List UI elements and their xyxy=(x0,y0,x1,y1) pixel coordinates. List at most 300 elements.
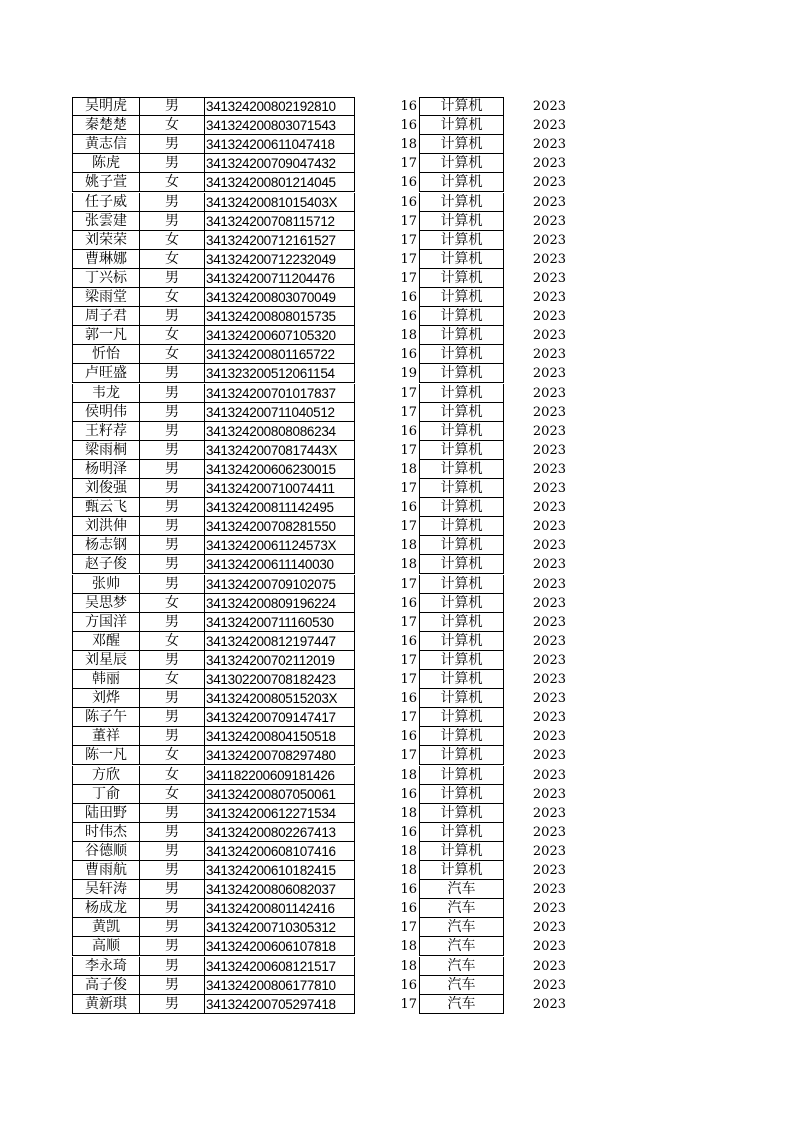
student-age-cell: 17 xyxy=(400,519,417,535)
student-id-cell: 341324200802267413 xyxy=(204,823,355,842)
student-year-cell: 2023 xyxy=(532,99,566,114)
student-id-cell: 341324200607105320 xyxy=(204,326,355,345)
student-sex-cell: 男 xyxy=(139,460,204,479)
student-age-cell: 17 xyxy=(400,156,417,172)
student-sex-cell: 男 xyxy=(139,536,204,555)
student-age-cell: 17 xyxy=(400,576,417,592)
student-year-cell: 2023 xyxy=(532,901,566,917)
table-row xyxy=(0,899,793,918)
table-row xyxy=(0,403,793,422)
student-sex-cell: 男 xyxy=(139,403,204,422)
student-major-cell: 计算机 xyxy=(419,651,504,670)
table-row xyxy=(0,135,793,154)
student-age-cell: 17 xyxy=(400,213,417,229)
student-id-cell: 341324200712161527 xyxy=(204,231,355,250)
student-major-cell: 计算机 xyxy=(419,689,504,708)
student-major-cell: 计算机 xyxy=(419,517,504,536)
student-id-cell: 34132420070817443X xyxy=(204,441,355,460)
table-row xyxy=(0,708,793,727)
student-year-cell: 2023 xyxy=(532,442,566,458)
student-age-cell: 17 xyxy=(400,996,417,1012)
student-year-cell: 2023 xyxy=(532,882,566,898)
table-row xyxy=(0,479,793,498)
table-row xyxy=(0,957,793,976)
student-sex-cell: 男 xyxy=(139,861,204,880)
student-sex-cell: 女 xyxy=(139,766,204,785)
student-sex-cell: 男 xyxy=(139,364,204,383)
student-sex-cell: 男 xyxy=(139,212,204,231)
student-major-cell: 计算机 xyxy=(419,307,504,326)
student-id-cell: 341324200806177810 xyxy=(204,976,355,995)
student-name-cell: 张雲建 xyxy=(72,212,139,231)
student-id-cell: 341324200801214045 xyxy=(204,173,355,192)
student-id-cell: 341324200702112019 xyxy=(204,651,355,670)
table-row xyxy=(0,804,793,823)
student-age-cell: 16 xyxy=(400,194,417,210)
student-name-cell: 董祥 xyxy=(72,727,139,746)
student-id-cell: 341324200708281550 xyxy=(204,517,355,536)
student-id-cell: 341324200711160530 xyxy=(204,613,355,632)
student-name-cell: 吴轩涛 xyxy=(72,880,139,899)
table-row xyxy=(0,976,793,995)
student-id-cell: 341324200801142416 xyxy=(204,899,355,918)
student-id-cell: 341324200808015735 xyxy=(204,307,355,326)
student-major-cell: 计算机 xyxy=(419,785,504,804)
student-major-cell: 汽车 xyxy=(419,918,504,937)
table-row xyxy=(0,97,793,116)
student-year-cell: 2023 xyxy=(532,137,566,153)
student-year-cell: 2023 xyxy=(532,328,566,344)
student-age-cell: 18 xyxy=(400,843,417,859)
student-age-cell: 18 xyxy=(400,958,417,974)
student-major-cell: 计算机 xyxy=(419,842,504,861)
student-name-cell: 王籽荐 xyxy=(72,422,139,441)
student-age-cell: 16 xyxy=(400,99,417,114)
student-name-cell: 时伟杰 xyxy=(72,823,139,842)
student-name-cell: 赵子俊 xyxy=(72,555,139,574)
student-id-cell: 341324200710074411 xyxy=(204,479,355,498)
student-year-cell: 2023 xyxy=(532,939,566,955)
student-id-cell: 341324200809196224 xyxy=(204,594,355,613)
student-id-cell: 341324200611047418 xyxy=(204,135,355,154)
student-sex-cell: 男 xyxy=(139,842,204,861)
table-row xyxy=(0,880,793,899)
student-sex-cell: 男 xyxy=(139,689,204,708)
student-name-cell: 陈一凡 xyxy=(72,746,139,765)
student-major-cell: 计算机 xyxy=(419,861,504,880)
table-row xyxy=(0,555,793,574)
student-major-cell: 计算机 xyxy=(419,97,504,116)
student-sex-cell: 女 xyxy=(139,746,204,765)
student-year-cell: 2023 xyxy=(532,213,566,229)
student-major-cell: 计算机 xyxy=(419,403,504,422)
student-age-cell: 17 xyxy=(400,404,417,420)
table-row xyxy=(0,269,793,288)
student-year-cell: 2023 xyxy=(532,538,566,554)
student-sex-cell: 男 xyxy=(139,651,204,670)
student-name-cell: 梁雨桐 xyxy=(72,441,139,460)
student-sex-cell: 男 xyxy=(139,555,204,574)
student-major-cell: 计算机 xyxy=(419,727,504,746)
student-sex-cell: 男 xyxy=(139,995,204,1014)
student-sex-cell: 女 xyxy=(139,594,204,613)
student-name-cell: 曹琳娜 xyxy=(72,250,139,269)
table-row xyxy=(0,231,793,250)
student-age-cell: 16 xyxy=(400,633,417,649)
student-age-cell: 18 xyxy=(400,538,417,554)
student-sex-cell: 男 xyxy=(139,193,204,212)
student-sex-cell: 女 xyxy=(139,173,204,192)
student-age-cell: 18 xyxy=(400,328,417,344)
student-major-cell: 汽车 xyxy=(419,899,504,918)
student-major-cell: 汽车 xyxy=(419,995,504,1014)
student-name-cell: 杨志钢 xyxy=(72,536,139,555)
student-age-cell: 17 xyxy=(400,672,417,687)
student-age-cell: 16 xyxy=(400,290,417,305)
student-age-cell: 17 xyxy=(400,270,417,286)
student-major-cell: 计算机 xyxy=(419,804,504,823)
table-row xyxy=(0,384,793,403)
student-name-cell: 周子君 xyxy=(72,307,139,326)
student-id-cell: 341324200804150518 xyxy=(204,727,355,746)
table-row xyxy=(0,842,793,861)
student-name-cell: 方欣 xyxy=(72,766,139,785)
student-name-cell: 李永琦 xyxy=(72,957,139,976)
student-major-cell: 计算机 xyxy=(419,555,504,574)
student-id-cell: 341324200808086234 xyxy=(204,422,355,441)
student-sex-cell: 男 xyxy=(139,441,204,460)
student-year-cell: 2023 xyxy=(532,194,566,210)
student-year-cell: 2023 xyxy=(532,557,566,573)
student-year-cell: 2023 xyxy=(532,652,566,668)
student-name-cell: 刘荣荣 xyxy=(72,231,139,250)
student-year-cell: 2023 xyxy=(532,423,566,439)
student-age-cell: 17 xyxy=(400,385,417,401)
student-sex-cell: 男 xyxy=(139,804,204,823)
student-name-cell: 丁兴标 xyxy=(72,269,139,288)
student-age-cell: 16 xyxy=(400,824,417,840)
student-sex-cell: 男 xyxy=(139,976,204,995)
student-age-cell: 16 xyxy=(400,423,417,439)
table-row xyxy=(0,651,793,670)
student-year-cell: 2023 xyxy=(532,710,566,726)
student-id-cell: 341324200705297418 xyxy=(204,995,355,1014)
student-id-cell: 341324200807050061 xyxy=(204,785,355,804)
student-age-cell: 17 xyxy=(400,442,417,458)
student-year-cell: 2023 xyxy=(532,958,566,974)
student-sex-cell: 女 xyxy=(139,116,204,135)
student-major-cell: 汽车 xyxy=(419,880,504,899)
student-name-cell: 方国洋 xyxy=(72,613,139,632)
student-sex-cell: 男 xyxy=(139,727,204,746)
student-name-cell: 侯明伟 xyxy=(72,403,139,422)
student-year-cell: 2023 xyxy=(532,366,566,382)
student-sex-cell: 女 xyxy=(139,670,204,689)
student-name-cell: 姚子萱 xyxy=(72,173,139,192)
student-id-cell: 341324200803071543 xyxy=(204,116,355,135)
student-name-cell: 丁俞 xyxy=(72,785,139,804)
student-id-cell: 341324200712232049 xyxy=(204,250,355,269)
table-row xyxy=(0,937,793,956)
student-name-cell: 陈子午 xyxy=(72,708,139,727)
student-sex-cell: 男 xyxy=(139,823,204,842)
student-id-cell: 341324200811142495 xyxy=(204,498,355,517)
student-age-cell: 19 xyxy=(400,366,417,382)
table-row xyxy=(0,422,793,441)
student-id-cell: 341324200806082037 xyxy=(204,880,355,899)
table-row xyxy=(0,364,793,383)
student-name-cell: 邓醒 xyxy=(72,632,139,651)
student-name-cell: 郭一凡 xyxy=(72,326,139,345)
student-name-cell: 杨成龙 xyxy=(72,899,139,918)
student-year-cell: 2023 xyxy=(532,481,566,496)
table-row xyxy=(0,995,793,1014)
student-name-cell: 杨明泽 xyxy=(72,460,139,479)
student-year-cell: 2023 xyxy=(532,270,566,286)
student-major-cell: 计算机 xyxy=(419,670,504,689)
student-id-cell: 341324200611140030 xyxy=(204,555,355,574)
student-age-cell: 17 xyxy=(400,710,417,726)
student-age-cell: 18 xyxy=(400,863,417,878)
student-year-cell: 2023 xyxy=(532,290,566,305)
student-major-cell: 计算机 xyxy=(419,231,504,250)
student-id-cell: 341324200612271534 xyxy=(204,804,355,823)
student-sex-cell: 女 xyxy=(139,785,204,804)
student-sex-cell: 男 xyxy=(139,97,204,116)
student-major-cell: 计算机 xyxy=(419,460,504,479)
table-row xyxy=(0,326,793,345)
table-row xyxy=(0,823,793,842)
student-year-cell: 2023 xyxy=(532,461,566,477)
student-major-cell: 计算机 xyxy=(419,498,504,517)
student-name-cell: 张帅 xyxy=(72,575,139,594)
student-sex-cell: 男 xyxy=(139,957,204,976)
student-year-cell: 2023 xyxy=(532,500,566,516)
student-major-cell: 计算机 xyxy=(419,250,504,269)
student-major-cell: 计算机 xyxy=(419,326,504,345)
student-age-cell: 16 xyxy=(400,691,417,707)
student-age-cell: 17 xyxy=(400,251,417,267)
student-year-cell: 2023 xyxy=(532,576,566,592)
student-name-cell: 曹雨航 xyxy=(72,861,139,880)
student-sex-cell: 男 xyxy=(139,918,204,937)
table-row xyxy=(0,173,793,192)
student-id-cell: 34132420061124573X xyxy=(204,536,355,555)
table-row xyxy=(0,345,793,364)
student-sex-cell: 男 xyxy=(139,307,204,326)
student-id-cell: 341324200708115712 xyxy=(204,212,355,231)
student-major-cell: 计算机 xyxy=(419,288,504,307)
student-id-cell: 341324200708297480 xyxy=(204,746,355,765)
student-id-cell: 341324200709147417 xyxy=(204,708,355,727)
table-row xyxy=(0,594,793,613)
student-sex-cell: 男 xyxy=(139,880,204,899)
student-age-cell: 17 xyxy=(400,232,417,248)
student-major-cell: 计算机 xyxy=(419,345,504,364)
student-age-cell: 17 xyxy=(400,481,417,496)
student-sex-cell: 男 xyxy=(139,154,204,173)
student-id-cell: 341324200803070049 xyxy=(204,288,355,307)
student-age-cell: 16 xyxy=(400,786,417,802)
student-major-cell: 计算机 xyxy=(419,594,504,613)
student-sex-cell: 男 xyxy=(139,937,204,956)
table-row xyxy=(0,536,793,555)
table-row xyxy=(0,498,793,517)
student-name-cell: 刘烨 xyxy=(72,689,139,708)
student-major-cell: 计算机 xyxy=(419,575,504,594)
student-name-cell: 刘星辰 xyxy=(72,651,139,670)
table-row xyxy=(0,212,793,231)
student-name-cell: 黄志信 xyxy=(72,135,139,154)
student-name-cell: 卢旺盛 xyxy=(72,364,139,383)
student-major-cell: 计算机 xyxy=(419,135,504,154)
student-year-cell: 2023 xyxy=(532,232,566,248)
student-major-cell: 计算机 xyxy=(419,766,504,785)
student-name-cell: 刘俊强 xyxy=(72,479,139,498)
student-major-cell: 计算机 xyxy=(419,613,504,632)
student-major-cell: 汽车 xyxy=(419,957,504,976)
student-id-cell: 341324200608107416 xyxy=(204,842,355,861)
table-row xyxy=(0,288,793,307)
student-sex-cell: 男 xyxy=(139,899,204,918)
student-major-cell: 计算机 xyxy=(419,823,504,842)
student-sex-cell: 男 xyxy=(139,479,204,498)
student-name-cell: 高顺 xyxy=(72,937,139,956)
student-age-cell: 16 xyxy=(400,118,417,134)
student-major-cell: 计算机 xyxy=(419,536,504,555)
student-age-cell: 16 xyxy=(400,977,417,993)
student-id-cell: 341302200708182423 xyxy=(204,670,355,689)
student-name-cell: 谷德顺 xyxy=(72,842,139,861)
student-id-cell: 341324200701017837 xyxy=(204,384,355,403)
student-sex-cell: 男 xyxy=(139,498,204,517)
student-sex-cell: 女 xyxy=(139,250,204,269)
student-year-cell: 2023 xyxy=(532,672,566,687)
student-sex-cell: 女 xyxy=(139,345,204,364)
student-id-cell: 341324200606107818 xyxy=(204,937,355,956)
student-name-cell: 黄凯 xyxy=(72,918,139,937)
student-id-cell: 341324200802192810 xyxy=(204,97,355,116)
student-major-cell: 计算机 xyxy=(419,116,504,135)
student-id-cell: 341324200710305312 xyxy=(204,918,355,937)
student-age-cell: 16 xyxy=(400,901,417,917)
student-id-cell: 341324200711040512 xyxy=(204,403,355,422)
student-year-cell: 2023 xyxy=(532,786,566,802)
student-age-cell: 16 xyxy=(400,595,417,611)
student-age-cell: 17 xyxy=(400,614,417,630)
student-name-cell: 韦龙 xyxy=(72,384,139,403)
student-sex-cell: 男 xyxy=(139,708,204,727)
student-id-cell: 341323200512061154 xyxy=(204,364,355,383)
student-year-cell: 2023 xyxy=(532,824,566,840)
student-sex-cell: 女 xyxy=(139,632,204,651)
student-year-cell: 2023 xyxy=(532,118,566,134)
student-name-cell: 陆田野 xyxy=(72,804,139,823)
table-row xyxy=(0,307,793,326)
student-major-cell: 计算机 xyxy=(419,632,504,651)
table-row xyxy=(0,250,793,269)
student-id-cell: 341324200709047432 xyxy=(204,154,355,173)
student-name-cell: 韩丽 xyxy=(72,670,139,689)
student-year-cell: 2023 xyxy=(532,843,566,859)
student-year-cell: 2023 xyxy=(532,863,566,878)
student-year-cell: 2023 xyxy=(532,614,566,630)
student-sex-cell: 男 xyxy=(139,575,204,594)
student-name-cell: 甄云飞 xyxy=(72,498,139,517)
student-id-cell: 341324200711204476 xyxy=(204,269,355,288)
table-row xyxy=(0,517,793,536)
student-major-cell: 计算机 xyxy=(419,384,504,403)
student-age-cell: 16 xyxy=(400,729,417,745)
student-age-cell: 16 xyxy=(400,309,417,325)
student-year-cell: 2023 xyxy=(532,347,566,363)
student-year-cell: 2023 xyxy=(532,805,566,821)
table-row xyxy=(0,613,793,632)
student-name-cell: 黄新琪 xyxy=(72,995,139,1014)
student-year-cell: 2023 xyxy=(532,996,566,1012)
student-year-cell: 2023 xyxy=(532,404,566,420)
table-row xyxy=(0,193,793,212)
student-major-cell: 计算机 xyxy=(419,193,504,212)
student-name-cell: 吴思梦 xyxy=(72,594,139,613)
table-row xyxy=(0,460,793,479)
student-id-cell: 34132420081015403X xyxy=(204,193,355,212)
student-major-cell: 汽车 xyxy=(419,937,504,956)
student-name-cell: 刘洪伸 xyxy=(72,517,139,536)
student-major-cell: 计算机 xyxy=(419,154,504,173)
student-sex-cell: 男 xyxy=(139,613,204,632)
table-row xyxy=(0,670,793,689)
student-age-cell: 18 xyxy=(400,805,417,821)
student-major-cell: 计算机 xyxy=(419,441,504,460)
student-age-cell: 17 xyxy=(400,748,417,764)
student-sex-cell: 女 xyxy=(139,326,204,345)
student-year-cell: 2023 xyxy=(532,977,566,993)
table-row xyxy=(0,632,793,651)
table-row xyxy=(0,727,793,746)
student-sex-cell: 男 xyxy=(139,517,204,536)
table-row xyxy=(0,766,793,785)
student-major-cell: 计算机 xyxy=(419,746,504,765)
student-age-cell: 18 xyxy=(400,461,417,477)
student-name-cell: 陈虎 xyxy=(72,154,139,173)
student-age-cell: 18 xyxy=(400,557,417,573)
student-year-cell: 2023 xyxy=(532,309,566,325)
student-major-cell: 计算机 xyxy=(419,173,504,192)
student-age-cell: 18 xyxy=(400,137,417,153)
table-row xyxy=(0,116,793,135)
student-major-cell: 计算机 xyxy=(419,212,504,231)
table-row xyxy=(0,154,793,173)
student-year-cell: 2023 xyxy=(532,729,566,745)
student-name-cell: 吴明虎 xyxy=(72,97,139,116)
student-sex-cell: 女 xyxy=(139,288,204,307)
student-major-cell: 计算机 xyxy=(419,364,504,383)
student-major-cell: 计算机 xyxy=(419,479,504,498)
student-sex-cell: 女 xyxy=(139,231,204,250)
table-row xyxy=(0,689,793,708)
student-name-cell: 高子俊 xyxy=(72,976,139,995)
student-id-cell: 341324200608121517 xyxy=(204,957,355,976)
student-id-cell: 341324200606230015 xyxy=(204,460,355,479)
table-row xyxy=(0,785,793,804)
student-sex-cell: 男 xyxy=(139,269,204,288)
student-year-cell: 2023 xyxy=(532,519,566,535)
table-row xyxy=(0,746,793,765)
student-age-cell: 18 xyxy=(400,767,417,783)
student-sex-cell: 男 xyxy=(139,135,204,154)
student-year-cell: 2023 xyxy=(532,633,566,649)
